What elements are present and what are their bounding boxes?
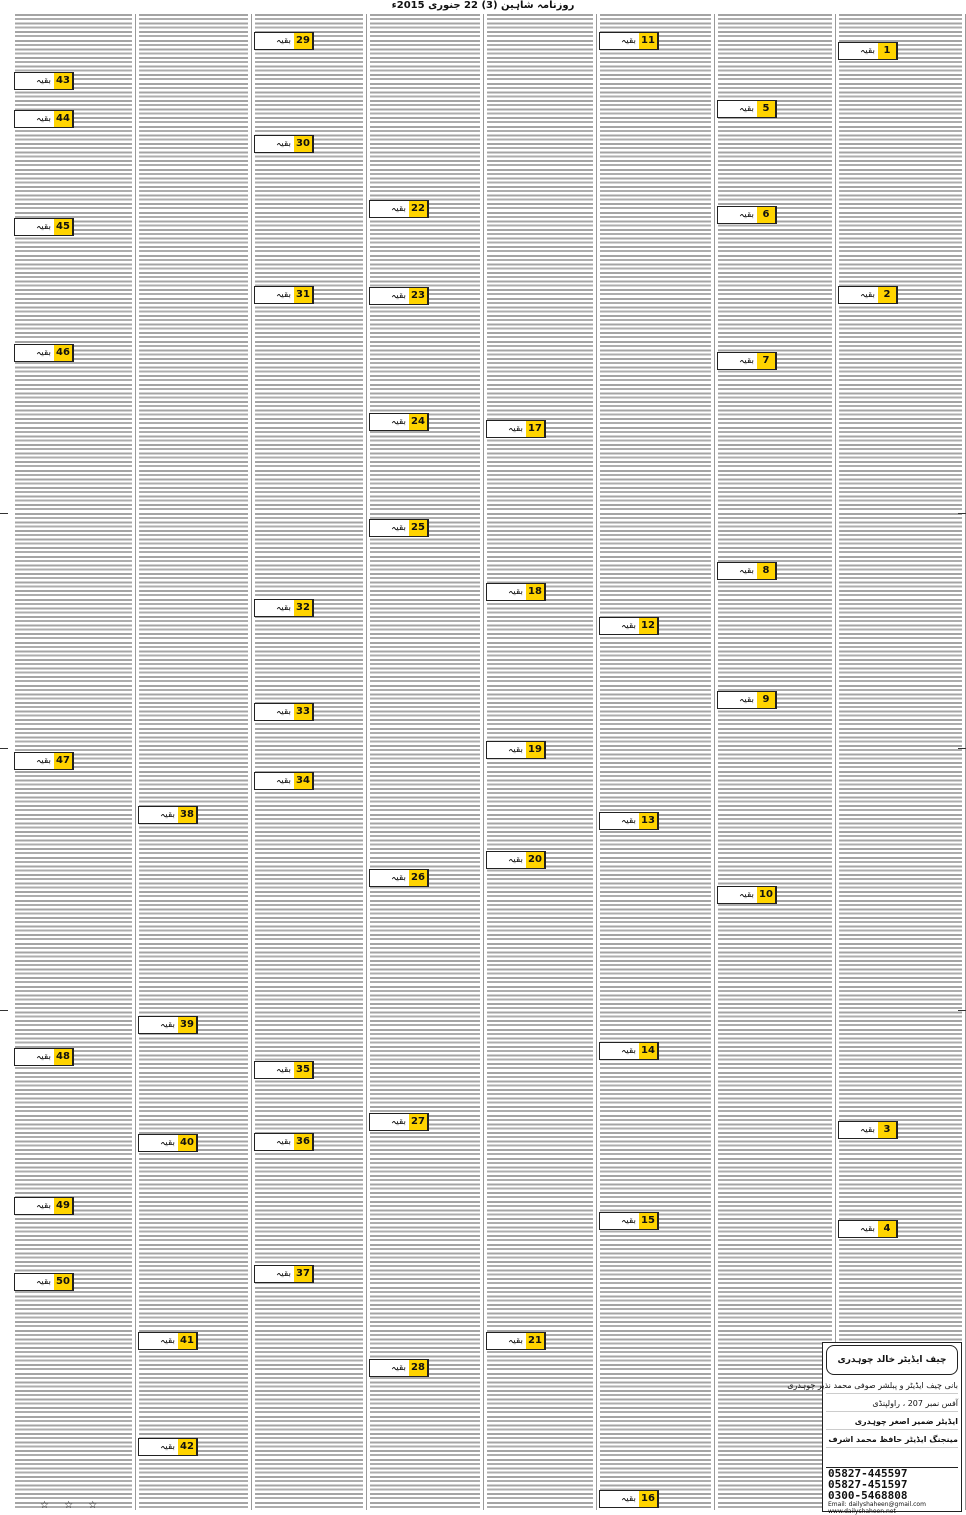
marker-39: بقیہ 39 (138, 1016, 198, 1034)
marker-37: بقیہ 37 (254, 1265, 314, 1283)
email-web: Email: dailyshaheen@gmail.com www.dailyshaheen.net (828, 1501, 926, 1515)
managing-editor-line: مینجنگ ایڈیٹر حافظ محمد اشرف (826, 1433, 958, 1448)
marker-33: بقیہ 33 (254, 703, 314, 721)
marker-47: بقیہ 47 (14, 752, 74, 770)
column-text (487, 14, 593, 1510)
marker-5: بقیہ 5 (717, 100, 777, 118)
marker-26: بقیہ 26 (369, 869, 429, 887)
margin-tick (0, 513, 8, 514)
marker-35: بقیہ 35 (254, 1061, 314, 1079)
address-line: آفس نمبر 207 ، راولپنڈی (826, 1397, 958, 1412)
marker-15: بقیہ 15 (599, 1212, 659, 1230)
marker-43: بقیہ 43 (14, 72, 74, 90)
marker-41: بقیہ 41 (138, 1332, 198, 1350)
marker-42: بقیہ 42 (138, 1438, 198, 1456)
column-7 (136, 14, 252, 1510)
column-5 (367, 14, 484, 1510)
marker-49: بقیہ 49 (14, 1197, 74, 1215)
marker-36: بقیہ 36 (254, 1133, 314, 1151)
marker-3: بقیہ 3 (838, 1121, 898, 1139)
phone-number: 0300-5468808 (828, 1489, 908, 1502)
footer-stars: ☆ ☆ ☆ (40, 1500, 104, 1511)
column-4 (484, 14, 597, 1510)
marker-23: بقیہ 23 (369, 287, 429, 305)
marker-28: بقیہ 28 (369, 1359, 429, 1377)
margin-tick (0, 1010, 8, 1011)
marker-46: بقیہ 46 (14, 344, 74, 362)
marker-16: بقیہ 16 (599, 1490, 659, 1508)
marker-34: بقیہ 34 (254, 772, 314, 790)
founder-line: بانی چیف ایڈیٹر و پبلشر صوفی محمد نذیر چوہدری (826, 1379, 958, 1394)
marker-44: بقیہ 44 (14, 110, 74, 128)
column-text (839, 14, 962, 1510)
editorial-box (787, 1342, 962, 1515)
column-6 (252, 14, 367, 1510)
column-text (718, 14, 832, 1510)
column-text (370, 14, 480, 1510)
column-text (255, 14, 363, 1510)
editor-line: ایڈیٹر ضمیر اصغر چوہدری (826, 1415, 958, 1430)
margin-tick (958, 748, 966, 749)
marker-50: بقیہ 50 (14, 1273, 74, 1291)
marker-8: بقیہ 8 (717, 562, 777, 580)
marker-20: بقیہ 20 (486, 851, 546, 869)
phone-number: 05827-451597 (828, 1478, 908, 1491)
marker-13: بقیہ 13 (599, 812, 659, 830)
marker-17: بقیہ 17 (486, 420, 546, 438)
marker-38: بقیہ 38 (138, 806, 198, 824)
marker-24: بقیہ 24 (369, 413, 429, 431)
marker-10: بقیہ 10 (717, 886, 777, 904)
margin-tick (0, 748, 8, 749)
marker-22: بقیہ 22 (369, 200, 429, 218)
column-2 (715, 14, 836, 1510)
marker-25: بقیہ 25 (369, 519, 429, 537)
masthead: روزنامہ شاہین (3) 22 جنوری 2015ء (391, 0, 575, 11)
chief-editor: چیف ایڈیٹر خالد چوہدری (826, 1345, 958, 1375)
phone-number: 05827-445597 (828, 1467, 908, 1480)
marker-21: بقیہ 21 (486, 1332, 546, 1350)
marker-12: بقیہ 12 (599, 617, 659, 635)
marker-18: بقیہ 18 (486, 583, 546, 601)
marker-6: بقیہ 6 (717, 206, 777, 224)
marker-19: بقیہ 19 (486, 741, 546, 759)
marker-30: بقیہ 30 (254, 135, 314, 153)
column-3 (597, 14, 715, 1510)
contact-block (826, 1467, 958, 1515)
marker-2: بقیہ 2 (838, 286, 898, 304)
column-text (600, 14, 711, 1510)
marker-4: بقیہ 4 (838, 1220, 898, 1238)
marker-14: بقیہ 14 (599, 1042, 659, 1060)
marker-48: بقیہ 48 (14, 1048, 74, 1066)
marker-29: بقیہ 29 (254, 32, 314, 50)
marker-7: بقیہ 7 (717, 352, 777, 370)
margin-tick (958, 1010, 966, 1011)
marker-27: بقیہ 27 (369, 1113, 429, 1131)
marker-40: بقیہ 40 (138, 1134, 198, 1152)
column-text (139, 14, 248, 1510)
marker-9: بقیہ 9 (717, 691, 777, 709)
marker-32: بقیہ 32 (254, 599, 314, 617)
column-1 (836, 14, 966, 1510)
marker-11: بقیہ 11 (599, 32, 659, 50)
marker-1: بقیہ 1 (838, 42, 898, 60)
marker-45: بقیہ 45 (14, 218, 74, 236)
margin-tick (958, 513, 966, 514)
marker-31: بقیہ 31 (254, 286, 314, 304)
